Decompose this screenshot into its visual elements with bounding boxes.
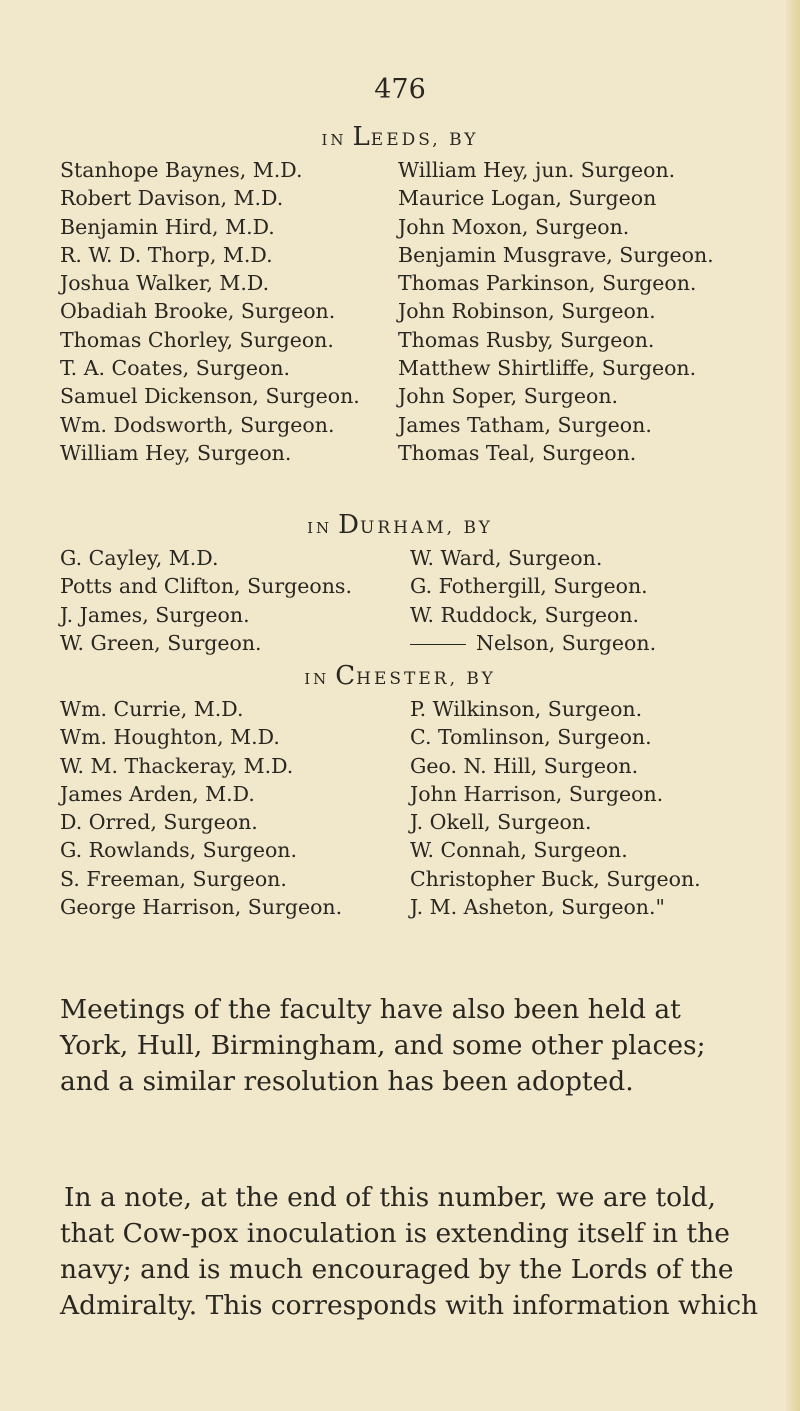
heading-prefix: IN [307, 519, 333, 537]
list-item: Thomas Teal, Surgeon. [398, 440, 637, 465]
list-item: W. Ward, Surgeon. [410, 546, 603, 570]
list-item: John Moxon, Surgeon. [398, 214, 630, 239]
page-edge-shadow [786, 0, 800, 1411]
list-item: P. Wilkinson, Surgeon. [410, 697, 643, 721]
list-item: Thomas Parkinson, Surgeon. [398, 271, 697, 296]
list-item: William Hey, Surgeon. [60, 440, 292, 465]
heading-rest: EEDS, BY [370, 130, 479, 150]
list-item: W. Green, Surgeon. [60, 630, 262, 655]
heading-capital: C [335, 661, 357, 691]
heading-prefix: IN [304, 670, 330, 688]
list-item: G. Cayley, M.D. [60, 546, 219, 570]
list-item: John Harrison, Surgeon. [410, 781, 664, 806]
list-item: John Robinson, Surgeon. [398, 299, 656, 324]
list-item: W. M. Thackeray, M.D. [60, 753, 294, 778]
paragraph-line: Meetings of the faculty have also been held at [60, 994, 681, 1025]
durham-left-column [60, 544, 352, 657]
durham-right-column [410, 544, 656, 657]
list-item: Geo. N. Hill, Surgeon. [410, 753, 639, 778]
paragraph-line: Admiralty. This corresponds with information which [60, 1290, 759, 1321]
list-item: John Soper, Surgeon. [398, 384, 619, 409]
list-item: T. A. Coates, Surgeon. [60, 356, 291, 381]
list-item: Obadiah Brooke, Surgeon. [60, 299, 336, 324]
list-item: R. W. D. Thorp, M.D. [60, 242, 273, 267]
paragraph-line: and a similar resolution has been adopted. [60, 1066, 634, 1097]
heading-rest: URHAM, BY [360, 518, 493, 538]
list-item: James Arden, M.D. [60, 781, 255, 806]
list-item: C. Tomlinson, Surgeon. [410, 725, 652, 750]
list-item: George Harrison, Surgeon. [60, 895, 343, 920]
list-item: Wm. Currie, M.D. [60, 697, 244, 721]
heading-capital: D [338, 510, 361, 540]
heading-rest: HESTER, BY [356, 669, 496, 689]
list-item: Stanhope Baynes, M.D. [60, 158, 303, 182]
chester-right-column [410, 695, 701, 921]
list-item: Benjamin Hird, M.D. [60, 214, 275, 239]
section-heading-leeds [0, 122, 800, 152]
page-number: 476 [374, 74, 426, 105]
paragraph-line: that Cow-pox inoculation is extending itself in the [60, 1218, 730, 1249]
list-item [410, 629, 656, 657]
list-item: Potts and Clifton, Surgeons. [60, 574, 352, 599]
paragraph-line: navy; and is much encouraged by the Lords of the [60, 1254, 734, 1285]
list-item: Robert Davison, M.D. [60, 186, 284, 211]
paragraph-line: In a note, at the end of this number, we are told, [64, 1182, 716, 1213]
dash-rule [410, 644, 466, 646]
list-item: Maurice Logan, Surgeon [398, 186, 657, 211]
leeds-left-column [60, 156, 360, 467]
list-item: G. Rowlands, Surgeon. [60, 838, 298, 863]
list-item: W. Connah, Surgeon. [410, 838, 628, 863]
list-item: Thomas Rusby, Surgeon. [398, 327, 655, 352]
list-item: J. James, Surgeon. [60, 602, 250, 627]
section-heading-chester [0, 661, 800, 691]
section-heading-durham [0, 510, 800, 540]
list-item: Wm. Houghton, M.D. [60, 725, 280, 750]
list-item: G. Fothergill, Surgeon. [410, 574, 648, 599]
list-item: James Tatham, Surgeon. [398, 412, 652, 437]
list-item-text: Nelson, Surgeon. [476, 630, 657, 655]
list-item: D. Orred, Surgeon. [60, 810, 258, 835]
list-item: S. Freeman, Surgeon. [60, 866, 287, 891]
list-item: J. M. Asheton, Surgeon." [410, 895, 665, 920]
list-item: William Hey, jun. Surgeon. [398, 158, 676, 182]
list-item: Thomas Chorley, Surgeon. [60, 327, 334, 352]
list-item: Joshua Walker, M.D. [60, 271, 270, 296]
list-item: Benjamin Musgrave, Surgeon. [398, 242, 714, 267]
leeds-right-column [398, 156, 714, 467]
list-item: J. Okell, Surgeon. [410, 810, 592, 835]
list-item: Samuel Dickenson, Surgeon. [60, 384, 360, 409]
chester-left-column [60, 695, 342, 921]
list-item: Matthew Shirtliffe, Surgeon. [398, 356, 697, 381]
heading-capital: L [352, 122, 371, 152]
list-item: Christopher Buck, Surgeon. [410, 866, 701, 891]
list-item: W. Ruddock, Surgeon. [410, 602, 640, 627]
heading-prefix: IN [321, 131, 347, 149]
list-item: Wm. Dodsworth, Surgeon. [60, 412, 335, 437]
paragraph-meetings [60, 992, 750, 1100]
paragraph-line: York, Hull, Birmingham, and some other places; [60, 1030, 706, 1061]
paragraph-cowpox [60, 1180, 759, 1324]
